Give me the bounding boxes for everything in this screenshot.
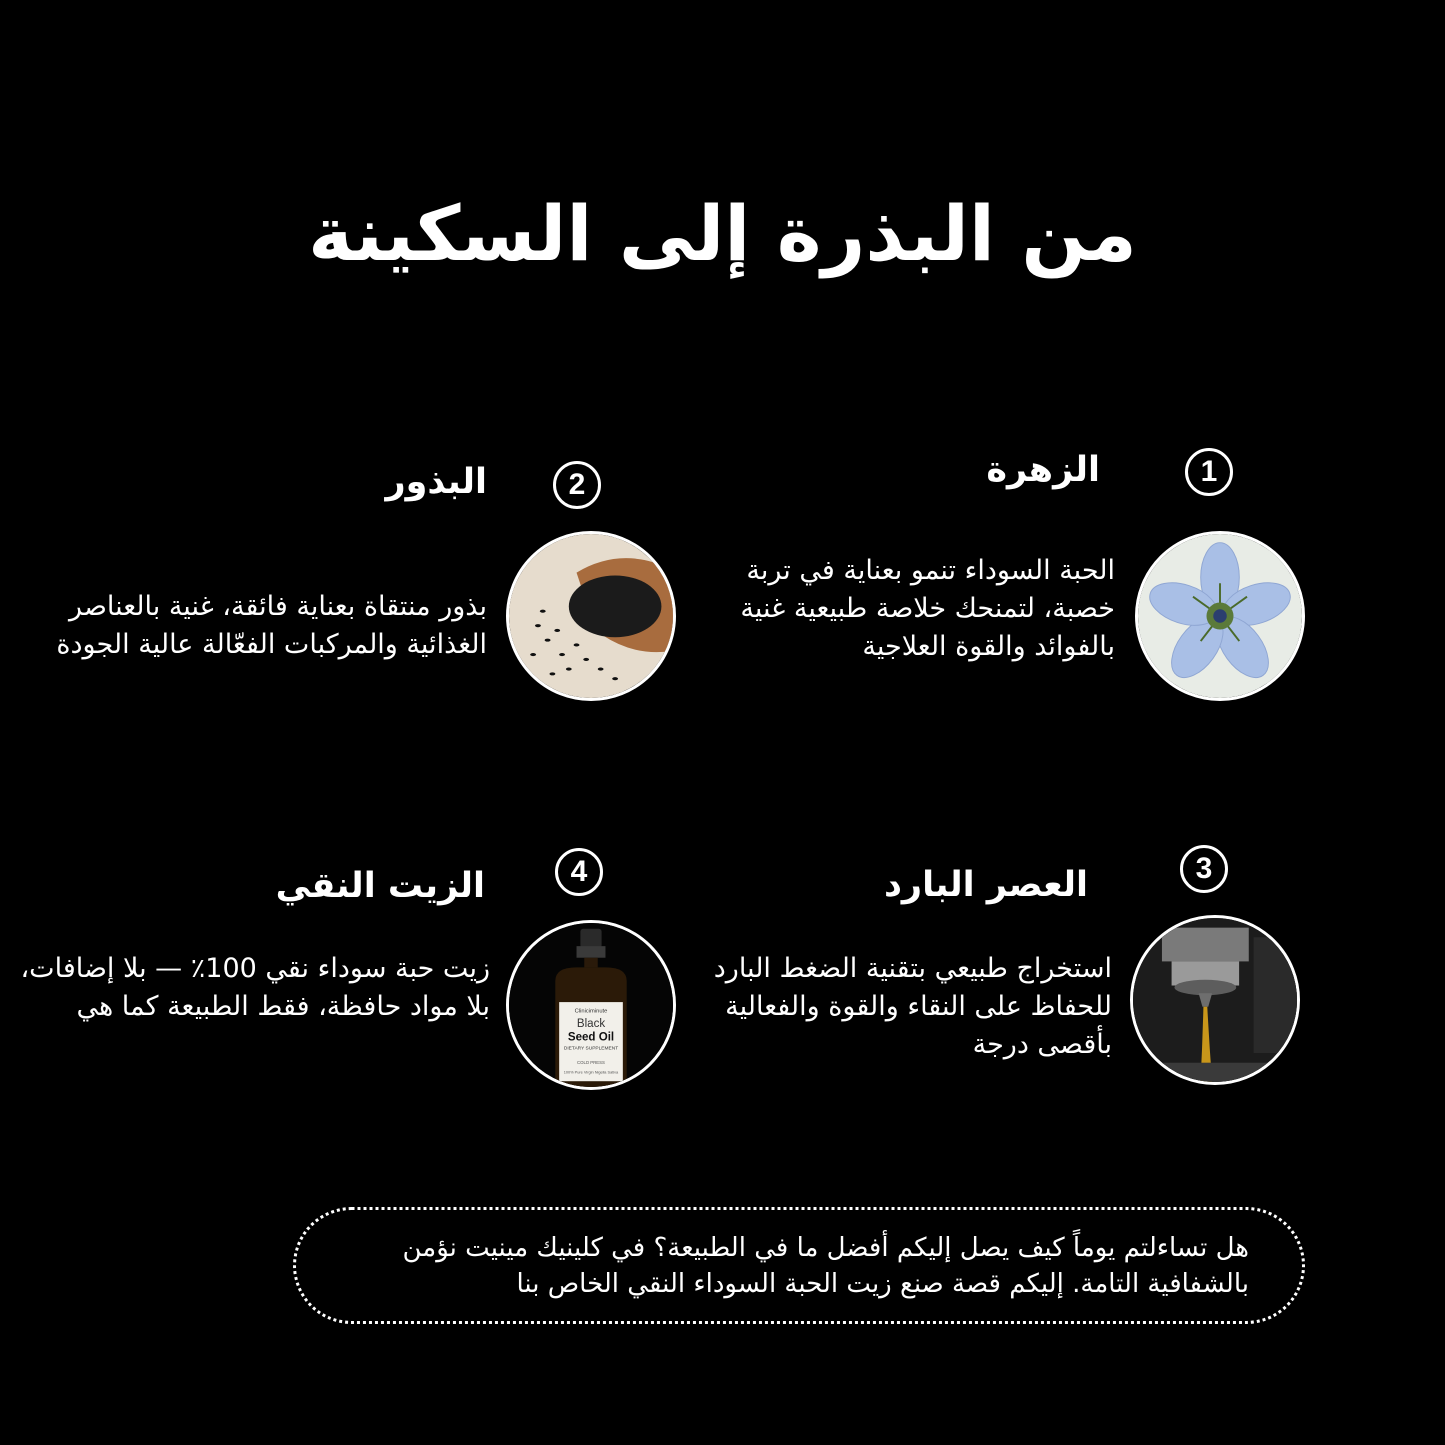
black-seeds-spoon-icon: [506, 531, 676, 701]
nigella-flower-icon: [1135, 531, 1305, 701]
step-4-description: زيت حبة سوداء نقي 100٪ — بلا إضافات، بلا مواد حافظة، فقط الطبيعة كما هي: [20, 953, 490, 1022]
step-1-description: الحبة السوداء تنمو بعناية في تربة خصبة، لتمنحك خلاصة طبيعية غنية بالفوائد والقوة العلاجية: [740, 555, 1115, 662]
step-1-number-badge: 1: [1185, 448, 1233, 496]
bottle-line4-label: COLD PRESS: [577, 1059, 605, 1065]
bottle-line1-label: Black: [576, 1018, 606, 1031]
step-4-title: الزيت النقي: [275, 866, 485, 906]
page-title: من البذرة إلى السكينة: [308, 189, 1137, 278]
step-3-number-badge: 3: [1180, 845, 1228, 893]
bottle-brand-label: Cliniciminute: [574, 1008, 608, 1015]
bottle-line5-label: 100% Pure Virgin Nigella Sativa: [563, 1070, 619, 1075]
step-2-description: بذور منتقاة بعناية فائقة، غنية بالعناصر الغذائية والمركبات الفعّالة عالية الجودة: [56, 591, 487, 660]
step-3-title: العصر البارد: [883, 865, 1088, 905]
step-1-title: الزهرة: [986, 450, 1100, 490]
step-2-title: البذور: [385, 462, 487, 502]
step-2-number-badge: 2: [553, 461, 601, 509]
step-3-description: استخراج طبيعي بتقنية الضغط البارد للحفاظ على النقاء والقوة والفعالية بأقصى درجة: [713, 953, 1112, 1060]
bottle-line2-label: Seed Oil: [567, 1031, 615, 1044]
oil-bottle-icon: [506, 920, 676, 1090]
oil-press-icon: [1130, 915, 1300, 1085]
intro-banner-text: هل تساءلتم يوماً كيف يصل إليكم أفضل ما في الطبيعة؟ في كلينيك مينيت نؤمن بالشفافية التامة. إليكم قصة صنع زيت الحبة السوداء النقي الخاص بنا: [402, 1232, 1249, 1299]
step-4-number-badge: 4: [555, 848, 603, 896]
intro-banner: [293, 1207, 1305, 1324]
bottle-line3-label: DIETARY SUPPLEMENT: [563, 1046, 619, 1052]
